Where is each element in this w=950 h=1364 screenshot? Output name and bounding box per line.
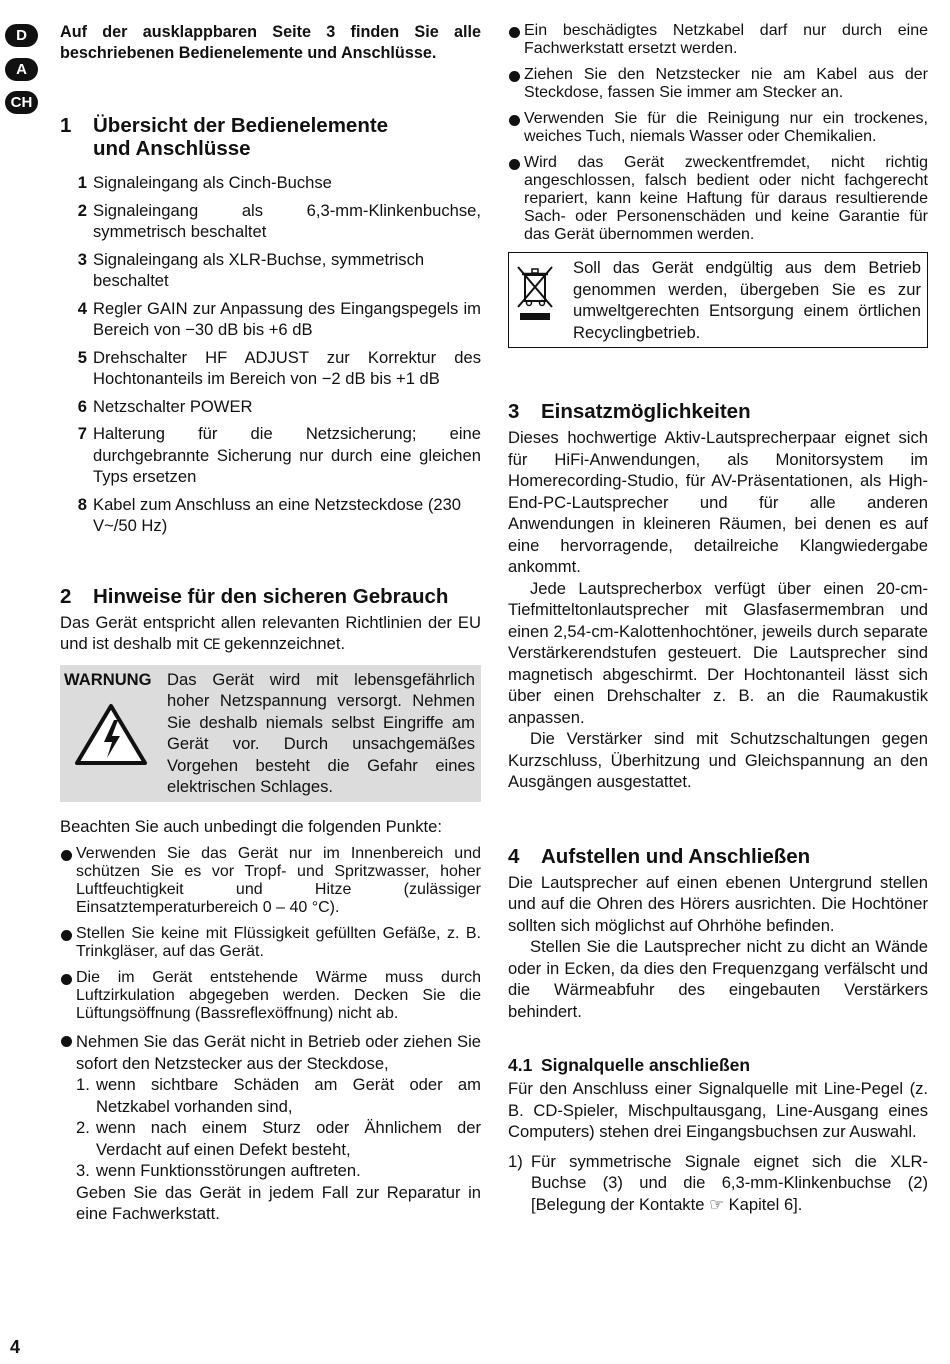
intro-text: Auf der ausklappbaren Seite 3 finden Sie alle beschriebenen Bedienelemente und Anschlüsse.	[60, 23, 481, 62]
right-column	[508, 22, 928, 1215]
section-title: Übersicht der Bedienelemente	[93, 114, 389, 137]
ce-mark-icon: CE	[202, 637, 220, 653]
list-item: Ziehen Sie den Netzstecker nie am Kabel aus der Steckdose, fassen Sie immer am Stecker an.	[508, 66, 928, 102]
bullet-icon	[508, 110, 524, 146]
sub-list-item: 2. wenn nach einem Sturz oder Ähnlichem der Verdacht auf einen Defekt besteht,	[76, 1118, 481, 1159]
section-title-line2: und Anschlüsse	[93, 137, 251, 160]
section-number: 3	[508, 400, 520, 423]
bullet-icon	[60, 1031, 76, 1225]
pointing-hand-reference-icon: ☞	[709, 1194, 724, 1214]
safety-bullets-continued	[508, 22, 928, 244]
high-voltage-warning-icon	[74, 702, 167, 771]
ce-conformity-text: Das Gerät entspricht allen relevanten Richtlinien der EU und ist deshalb mit CE gekennzeichnet.	[60, 612, 481, 653]
sub-list-item: 1. wenn sichtbare Schäden am Gerät oder am Netzkabel vorhanden sind,	[76, 1075, 481, 1116]
paragraph: Für den Anschluss einer Signalquelle mit Line-Pegel (z. B. CD-Spieler, Mischpultausgang, Line-Ausgang eines Computers) stehen drei Eingangsbuchsen zur Auswahl.	[508, 1079, 928, 1141]
paragraph: Die Lautsprecher auf einen ebenen Untergrund stellen und auf die Ohren des Hörers ausrichten. Die Hochtöner sollten sich möglichst auf Ohrhöhe befinden.	[508, 872, 928, 935]
language-badge-a: A	[5, 58, 38, 81]
warning-box	[60, 665, 481, 802]
disposal-notice-box	[508, 252, 928, 348]
list-item: 1 Signaleingang als Cinch-Buchse	[77, 173, 332, 192]
paragraph: Dieses hochwertige Aktiv-Lautsprecherpaar eignet sich für HiFi-Anwendungen, als Monitorsystem im Homerecording-Studio, für AV-Präsentationen, als High-End-PC-Lautsprecher und für alle anderen Anwendungen in kleineren Räumen, bei denen es auf eine hervorragende, detailreiche Klangwiedergabe ankommt.	[508, 428, 928, 576]
list-item: Nehmen Sie das Gerät nicht in Betrieb oder ziehen Sie sofort den Netzstecker aus der Steckdose, 1. wenn sichtbare Schäden am Gerät oder am Netzkabel vorhanden sind, 2. wenn nach einem Sturz oder Ähnlichem der Verdacht auf einen Defekt besteht, 3. wenn Funktionsstörungen auftreten. Geben Sie das Gerät in jedem Fall zur Reparatur in eine Fachwerkstatt.	[60, 1031, 481, 1225]
language-badge-ch: CH	[5, 91, 38, 114]
list-item: 5 Drehschalter HF ADJUST zur Korrektur des Hochtonanteils im Bereich von −2 dB bis +1 dB	[77, 347, 481, 388]
section-2-heading	[60, 585, 481, 608]
left-column	[60, 22, 481, 1233]
crossed-out-wheelie-bin-icon	[515, 257, 573, 343]
list-item: 6 Netzschalter POWER	[77, 396, 253, 416]
paragraph: Jede Lautsprecherbox verfügt über einen 20-cm-Tiefmitteltonlautsprecher mit Glasfasermembran und einen 2,54-cm-Kalottenhochtöner, jeweils durch separate Verstärkerendstufen gesteuert. Die Lautsprecher sind magnetisch abgeschirmt. Der Hochtonanteil lässt sich über einen Drehschalter z. B. an die Raumakustik anpassen.	[508, 578, 928, 727]
list-item: Ein beschädigtes Netzkabel darf nur durch eine Fachwerkstatt ersetzt werden.	[508, 22, 928, 58]
safety-bullets	[60, 845, 481, 1225]
paragraph: Die Verstärker sind mit Schutzschaltungen gegen Kurzschluss, Überhitzung und Gleichspannung an den Ausgängen ausgestattet.	[508, 729, 928, 791]
list-item: 4 Regler GAIN zur Anpassung des Eingangspegels im Bereich von −30 dB bis +6 dB	[77, 298, 481, 339]
list-item: Verwenden Sie für die Reinigung nur ein trockenes, weiches Tuch, niemals Wasser oder Chemikalien.	[508, 110, 928, 146]
section-title: Hinweise für den sicheren Gebrauch	[93, 584, 449, 608]
step-item: 1) Für symmetrische Signale eignet sich die XLR-Buchse (3) und die 6,3-mm-Klinkenbuchse (2) [Belegung der Kontakte ☞ Kapitel 6].	[508, 1151, 928, 1214]
section-number: 4	[508, 844, 520, 868]
bullet-icon	[508, 22, 524, 58]
disposal-text: Soll das Gerät endgültig aus dem Betrieb genommen werden, übergeben Sie es zur umweltgerechten Entsorgung einem örtlichen Recyclingbetrieb.	[573, 258, 921, 342]
list-item: 8 Kabel zum Anschluss an eine Netzsteckdose (230 V~/50 Hz)	[77, 494, 462, 535]
list-item: Verwenden Sie das Gerät nur im Innenbereich und schützen Sie es vor Tropf- und Spritzwasser, hoher Luftfeuchtigkeit und Hitze (zulässiger Einsatztemperaturbereich 0 – 40 °C).	[60, 845, 481, 917]
controls-list	[60, 172, 481, 537]
subsection-4-1-heading	[508, 1054, 928, 1076]
subsection-number: 4.1	[508, 1055, 533, 1075]
warning-text: Das Gerät wird mit lebensgefährlich hoher Netzspannung versorgt. Nehmen Sie deshalb niemals selbst Eingriffe am Gerät vor. Durch unsachgemäßes Vorgehen besteht die Gefahr eines elektrischen Schlages.	[167, 669, 475, 796]
bullet-icon	[508, 154, 524, 244]
bullet-icon	[60, 845, 76, 917]
warning-title: WARNUNG	[64, 669, 152, 689]
bullet-icon	[508, 66, 524, 102]
list-item: Die im Gerät entstehende Wärme muss durch Luftzirkulation abgegeben werden. Decken Sie die Lüftungsöffnung (Bassreflexöffnung) nicht ab.	[60, 969, 481, 1023]
section-number: 1	[60, 114, 72, 137]
safety-note-intro: Beachten Sie auch unbedingt die folgenden Punkte:	[60, 816, 442, 836]
list-item: 7 Halterung für die Netzsicherung; eine durchgebrannte Sicherung nur durch eine gleichen Typs ersetzen	[77, 424, 481, 486]
subsection-title: Signalquelle anschließen	[541, 1055, 751, 1075]
section-3-heading	[508, 400, 928, 423]
section-title: Einsatzmöglichkeiten	[541, 400, 751, 423]
bullet-icon	[60, 969, 76, 1023]
list-item: Stellen Sie keine mit Flüssigkeit gefüllten Gefäße, z. B. Trinkgläser, auf das Gerät.	[60, 925, 481, 961]
sub-list-item: 3. wenn Funktionsstörungen auftreten.	[76, 1161, 361, 1180]
list-item: Wird das Gerät zweckentfremdet, nicht richtig angeschlossen, falsch bedient oder nicht fachgerecht repariert, kann keine Haftung für daraus resultierende Sach- oder Personenschäden und keine Garantie für das Gerät übernommen werden.	[508, 154, 928, 244]
section-1-heading	[60, 114, 481, 160]
section-4-heading	[508, 845, 928, 868]
paragraph: Stellen Sie die Lautsprecher nicht zu dicht an Wände oder in Ecken, da dies den Frequenzgang verfälscht und die Wärmeabfuhr des eingebauten Verstärkers behindert.	[508, 937, 928, 1021]
page-number: 4	[10, 1337, 21, 1357]
list-item: 2 Signaleingang als 6,3-mm-Klinkenbuchse, symmetrisch beschaltet	[77, 200, 481, 241]
section-title: Aufstellen und Anschließen	[541, 844, 811, 868]
list-item: 3 Signaleingang als XLR-Buchse, symmetrisch beschaltet	[77, 249, 425, 290]
language-badge-d: D	[5, 24, 38, 47]
section-number: 2	[60, 584, 72, 608]
bullet-icon	[60, 925, 76, 961]
